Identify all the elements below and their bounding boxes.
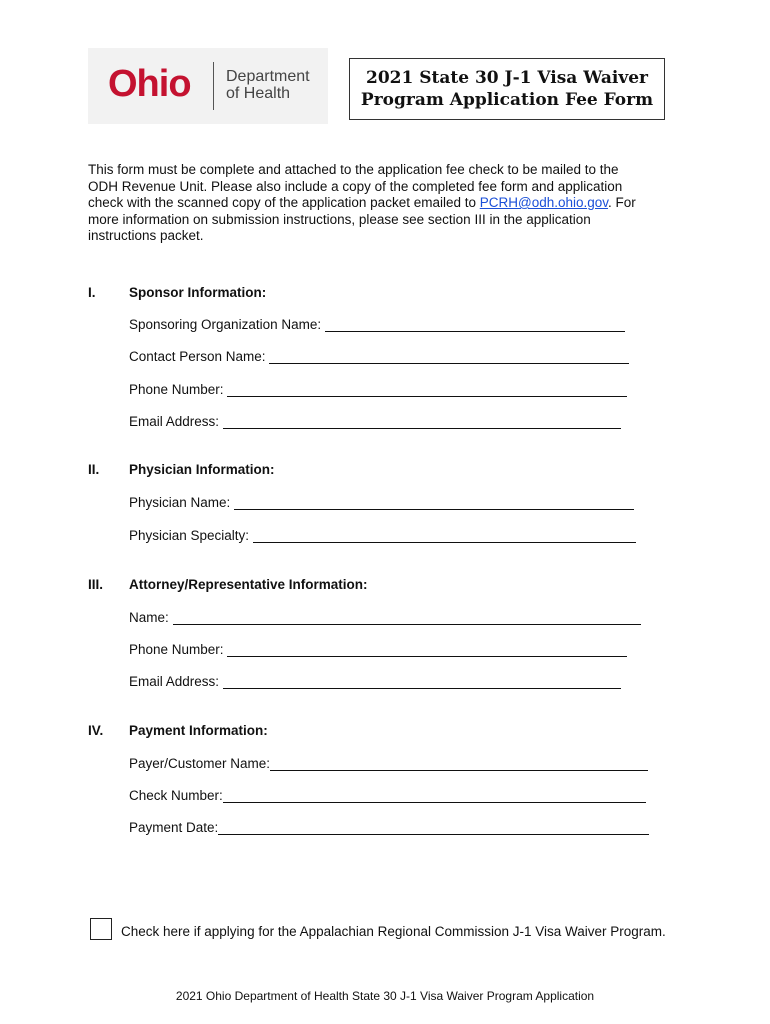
department-wordmark	[226, 68, 310, 102]
field-attorney-name[interactable]	[129, 610, 641, 625]
field-check-number[interactable]	[129, 788, 646, 803]
fill-line[interactable]	[269, 349, 629, 364]
section-title-attorney: Attorney/Representative Information:	[129, 577, 368, 592]
field-label: Payment Date:	[129, 820, 219, 835]
section-number: I.	[88, 285, 96, 300]
field-sponsor-email[interactable]	[129, 414, 621, 429]
field-sponsoring-organization[interactable]	[129, 317, 625, 332]
intro-text-end: . For more information on submission instructions, please see section III in the application instructions packet.	[88, 195, 636, 243]
section-title-physician: Physician Information:	[129, 462, 275, 477]
appalachian-checkbox-label: Check here if applying for the Appalachian Regional Commission J-1 Visa Waiver Program.	[121, 924, 666, 939]
intro-text: This form must be complete and attached to the application fee check to be mailed to the ODH Revenue Unit. Please also include a copy of the completed fee form and application check with the scanned copy of the application packet emailed to	[88, 162, 623, 210]
field-physician-specialty[interactable]	[129, 528, 636, 543]
field-label: Physician Name:	[129, 495, 231, 510]
field-label: Email Address:	[129, 674, 220, 689]
email-link[interactable]: PCRH@odh.ohio.gov	[479, 195, 609, 210]
fill-line[interactable]	[223, 788, 646, 803]
fill-line[interactable]	[253, 528, 636, 543]
field-payer-name[interactable]	[129, 756, 648, 771]
field-payment-date[interactable]	[129, 820, 649, 835]
section-title-payment: Payment Information:	[129, 723, 268, 738]
field-physician-name[interactable]	[129, 495, 634, 510]
fill-line[interactable]	[227, 642, 627, 657]
field-label: Payer/Customer Name:	[129, 756, 271, 771]
dept-line1: Department	[226, 68, 310, 85]
section-number: IV.	[88, 723, 104, 738]
section-number: II.	[88, 462, 100, 477]
field-label: Phone Number:	[129, 382, 224, 397]
fill-line[interactable]	[223, 674, 621, 689]
field-label: Check Number:	[129, 788, 223, 803]
dept-line2: of Health	[226, 85, 291, 102]
fill-line[interactable]	[218, 820, 649, 835]
intro-paragraph	[88, 162, 648, 245]
field-label: Email Address:	[129, 414, 220, 429]
field-label: Sponsoring Organization Name:	[129, 317, 322, 332]
fill-line[interactable]	[173, 610, 641, 625]
odh-logo	[88, 48, 328, 124]
section-number: III.	[88, 577, 104, 592]
field-label: Name:	[129, 610, 169, 625]
fill-line[interactable]	[234, 495, 634, 510]
fill-line[interactable]	[223, 414, 621, 429]
title-line2: Program Application Fee Form	[360, 90, 654, 110]
section-title-sponsor: Sponsor Information:	[129, 285, 267, 300]
field-attorney-phone[interactable]	[129, 642, 627, 657]
fill-line[interactable]	[325, 317, 625, 332]
page-footer: 2021 Ohio Department of Health State 30 J-1 Visa Waiver Program Application	[175, 989, 595, 1003]
logo-divider	[213, 62, 214, 110]
form-title	[349, 58, 665, 120]
fill-line[interactable]	[227, 382, 627, 397]
field-attorney-email[interactable]	[129, 674, 621, 689]
field-label: Contact Person Name:	[129, 349, 266, 364]
fill-line[interactable]	[270, 756, 648, 771]
appalachian-checkbox[interactable]	[90, 918, 112, 940]
ohio-wordmark: Ohio	[108, 63, 191, 105]
field-label: Phone Number:	[129, 642, 224, 657]
field-sponsor-phone[interactable]	[129, 382, 627, 397]
field-contact-person[interactable]	[129, 349, 629, 364]
field-label: Physician Specialty:	[129, 528, 250, 543]
title-line1: 2021 State 30 J-1 Visa Waiver	[366, 68, 648, 88]
